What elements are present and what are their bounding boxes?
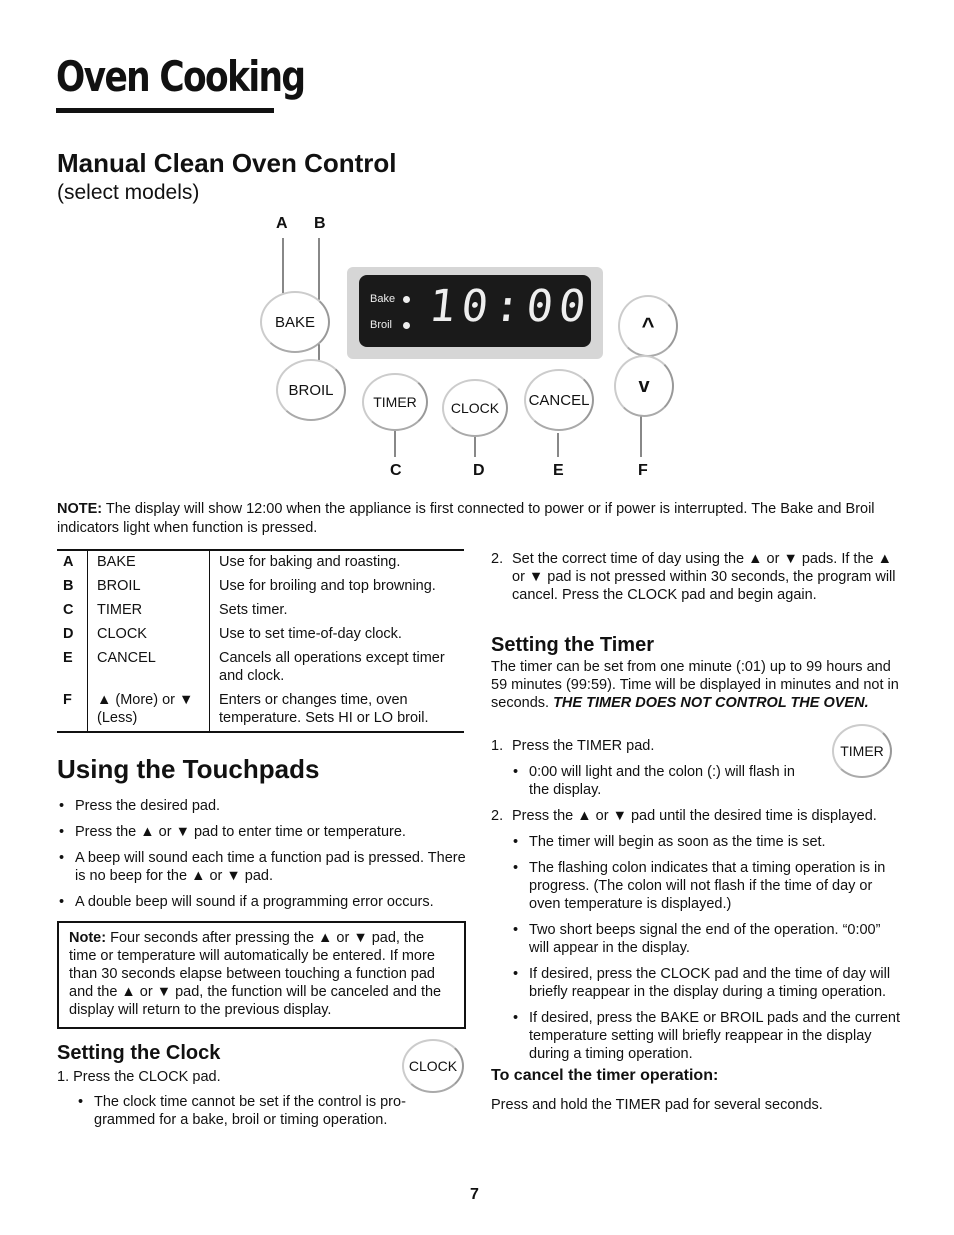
note-text: The display will show 12:00 when the appliance is first connected to power or if power is interrupted. The Bake and Broil indicators light when function is pressed. xyxy=(57,501,875,536)
callout-c: C xyxy=(390,462,402,479)
timer-intro-warning: THE TIMER DOES NOT CONTROL THE OVEN. xyxy=(553,695,869,711)
callout-f: F xyxy=(638,462,648,479)
key-letter: F xyxy=(57,689,88,731)
list-item: • A beep will sound each time a function pad is pressed. There is no beep for the ▲ or ▼ pad. xyxy=(57,849,467,885)
timer-step-1-text: Press the TIMER pad. xyxy=(512,738,655,754)
timer-step-2 xyxy=(491,807,901,825)
cancel-timer-heading: To cancel the timer operation: xyxy=(491,1067,719,1084)
clock-pad-icon: CLOCK xyxy=(402,1039,464,1093)
key-description: Use for baking and roasting. xyxy=(219,554,401,570)
up-arrow-pad[interactable] xyxy=(618,295,678,357)
timer-intro xyxy=(491,658,901,712)
title-underline xyxy=(56,108,274,113)
timer-heading: Setting the Timer xyxy=(491,634,654,656)
timer-pad-icon: TIMER xyxy=(832,724,892,778)
down-arrow-icon: v xyxy=(638,374,650,397)
callout-b: B xyxy=(314,215,326,232)
key-pad-name: TIMER xyxy=(88,599,210,623)
table-row xyxy=(57,689,464,731)
timer-step-1 xyxy=(491,737,821,755)
cancel-timer-text: Press and hold the TIMER pad for several seconds. xyxy=(491,1097,823,1113)
key-letter: B xyxy=(57,575,88,599)
timer-step-2-text: Press the ▲ or ▼ pad until the desired time is displayed. xyxy=(512,808,877,824)
table-row xyxy=(57,623,464,647)
list-item: • A double beep will sound if a programming error occurs. xyxy=(57,893,467,911)
section-subtitle: (select models) xyxy=(57,181,200,204)
list-item: • Two short beeps signal the end of the operation. “0:00” will appear in the display. xyxy=(511,921,901,957)
table-row xyxy=(57,647,464,689)
pad-key-table xyxy=(57,549,464,733)
bake-pad[interactable]: BAKE xyxy=(260,291,330,353)
touchpad-note-label: Note: xyxy=(69,930,107,946)
key-description: Use to set time-of-day clock. xyxy=(219,626,402,642)
down-arrow-pad[interactable] xyxy=(614,355,674,417)
callout-d: D xyxy=(473,462,485,479)
page-title: Oven Cooking xyxy=(56,52,305,101)
display-time: 10:00 xyxy=(426,281,595,332)
callout-a: A xyxy=(276,215,288,232)
table-row xyxy=(57,575,464,599)
list-item: • The timer will begin as soon as the time is set. xyxy=(511,833,901,851)
touchpads-heading: Using the Touchpads xyxy=(57,754,320,784)
list-item: • 0:00 will light and the colon (:) will flash in the display. xyxy=(511,763,811,799)
key-description: Cancels all operations except timer and clock. xyxy=(219,650,445,684)
key-description: Use for broiling and top browning. xyxy=(219,578,436,594)
callout-e: E xyxy=(553,462,564,479)
key-pad-name: CANCEL xyxy=(88,647,210,689)
cancel-pad[interactable]: CANCEL xyxy=(524,369,594,431)
list-item: • The clock time cannot be set if the control is pro-grammed for a bake, broil or timing operation. xyxy=(76,1093,426,1129)
list-item: • Press the desired pad. xyxy=(57,797,467,815)
touchpad-note-box xyxy=(57,921,466,1029)
clock-step-2-number: 2. xyxy=(491,551,504,567)
bake-indicator-label: Bake xyxy=(370,293,396,305)
section-heading xyxy=(57,148,397,205)
timer-step-1-bullets xyxy=(511,763,811,807)
key-pad-name: ▲ (More) or ▼ (Less) xyxy=(88,689,210,731)
timer-step-1-number: 1. xyxy=(491,738,504,754)
clock-heading: Setting the Clock xyxy=(57,1042,221,1064)
display-screen xyxy=(359,275,595,347)
clock-step-2 xyxy=(491,550,901,604)
key-letter: C xyxy=(57,599,88,623)
timer-step-2-bullets xyxy=(511,833,901,1071)
list-item: • The flashing colon indicates that a timing operation is in progress. (The colon will not flash if the time of day or oven temperature is displayed.) xyxy=(511,859,901,913)
control-panel-diagram xyxy=(250,205,690,485)
clock-step-1-bullets xyxy=(76,1093,426,1137)
up-arrow-icon: ^ xyxy=(641,313,655,338)
clock-step-1: 1. Press the CLOCK pad. xyxy=(57,1069,221,1085)
key-pad-name: BROIL xyxy=(88,575,210,599)
table-row xyxy=(57,599,464,623)
broil-pad[interactable]: BROIL xyxy=(276,359,346,421)
key-pad-name: BAKE xyxy=(88,551,210,575)
key-letter: D xyxy=(57,623,88,647)
page-number: 7 xyxy=(470,1186,479,1203)
touchpads-bullets xyxy=(57,797,467,919)
note-label: NOTE: xyxy=(57,501,103,517)
display-bezel xyxy=(347,267,603,359)
list-item: • Press the ▲ or ▼ pad to enter time or temperature. xyxy=(57,823,467,841)
touchpad-note-text: Four seconds after pressing the ▲ or ▼ pad, the time or temperature will automatically be entered. If more than 30 seconds elapse between touching a function pad and the ▲ or ▼ pad, the function will be canceled and the display will return to the previous display. xyxy=(69,930,442,1018)
timer-intro-text: The timer can be set from one minute (:01) up to 99 hours and 59 minutes (99:59). Time will be displayed in minutes and not in seconds. xyxy=(491,659,899,711)
broil-indicator-dot xyxy=(403,322,410,329)
clock-pad[interactable]: CLOCK xyxy=(442,379,508,437)
timer-pad[interactable]: TIMER xyxy=(362,373,428,431)
bake-indicator-dot xyxy=(403,296,410,303)
list-item: • If desired, press the CLOCK pad and the time of day will briefly reappear in the display during a timing operation. xyxy=(511,965,901,1001)
timer-step-2-number: 2. xyxy=(491,808,504,824)
key-description: Sets timer. xyxy=(219,602,288,618)
key-description: Enters or changes time, oven temperature. Sets HI or LO broil. xyxy=(219,692,429,726)
clock-step-2-text: Set the correct time of day using the ▲ or ▼ pads. If the ▲ or ▼ pad is not pressed within 30 seconds, the program will cancel. Press the CLOCK pad and begin again. xyxy=(512,551,896,603)
list-item: • If desired, press the BAKE or BROIL pads and the current temperature setting will briefly reappear in the display during a timing operation. xyxy=(511,1009,901,1063)
key-letter: E xyxy=(57,647,88,689)
key-pad-name: CLOCK xyxy=(88,623,210,647)
display-note xyxy=(57,500,907,538)
broil-indicator-label: Broil xyxy=(370,319,393,331)
manual-clean-heading: Manual Clean Oven Control xyxy=(57,148,397,178)
table-row xyxy=(57,551,464,575)
key-letter: A xyxy=(57,551,88,575)
